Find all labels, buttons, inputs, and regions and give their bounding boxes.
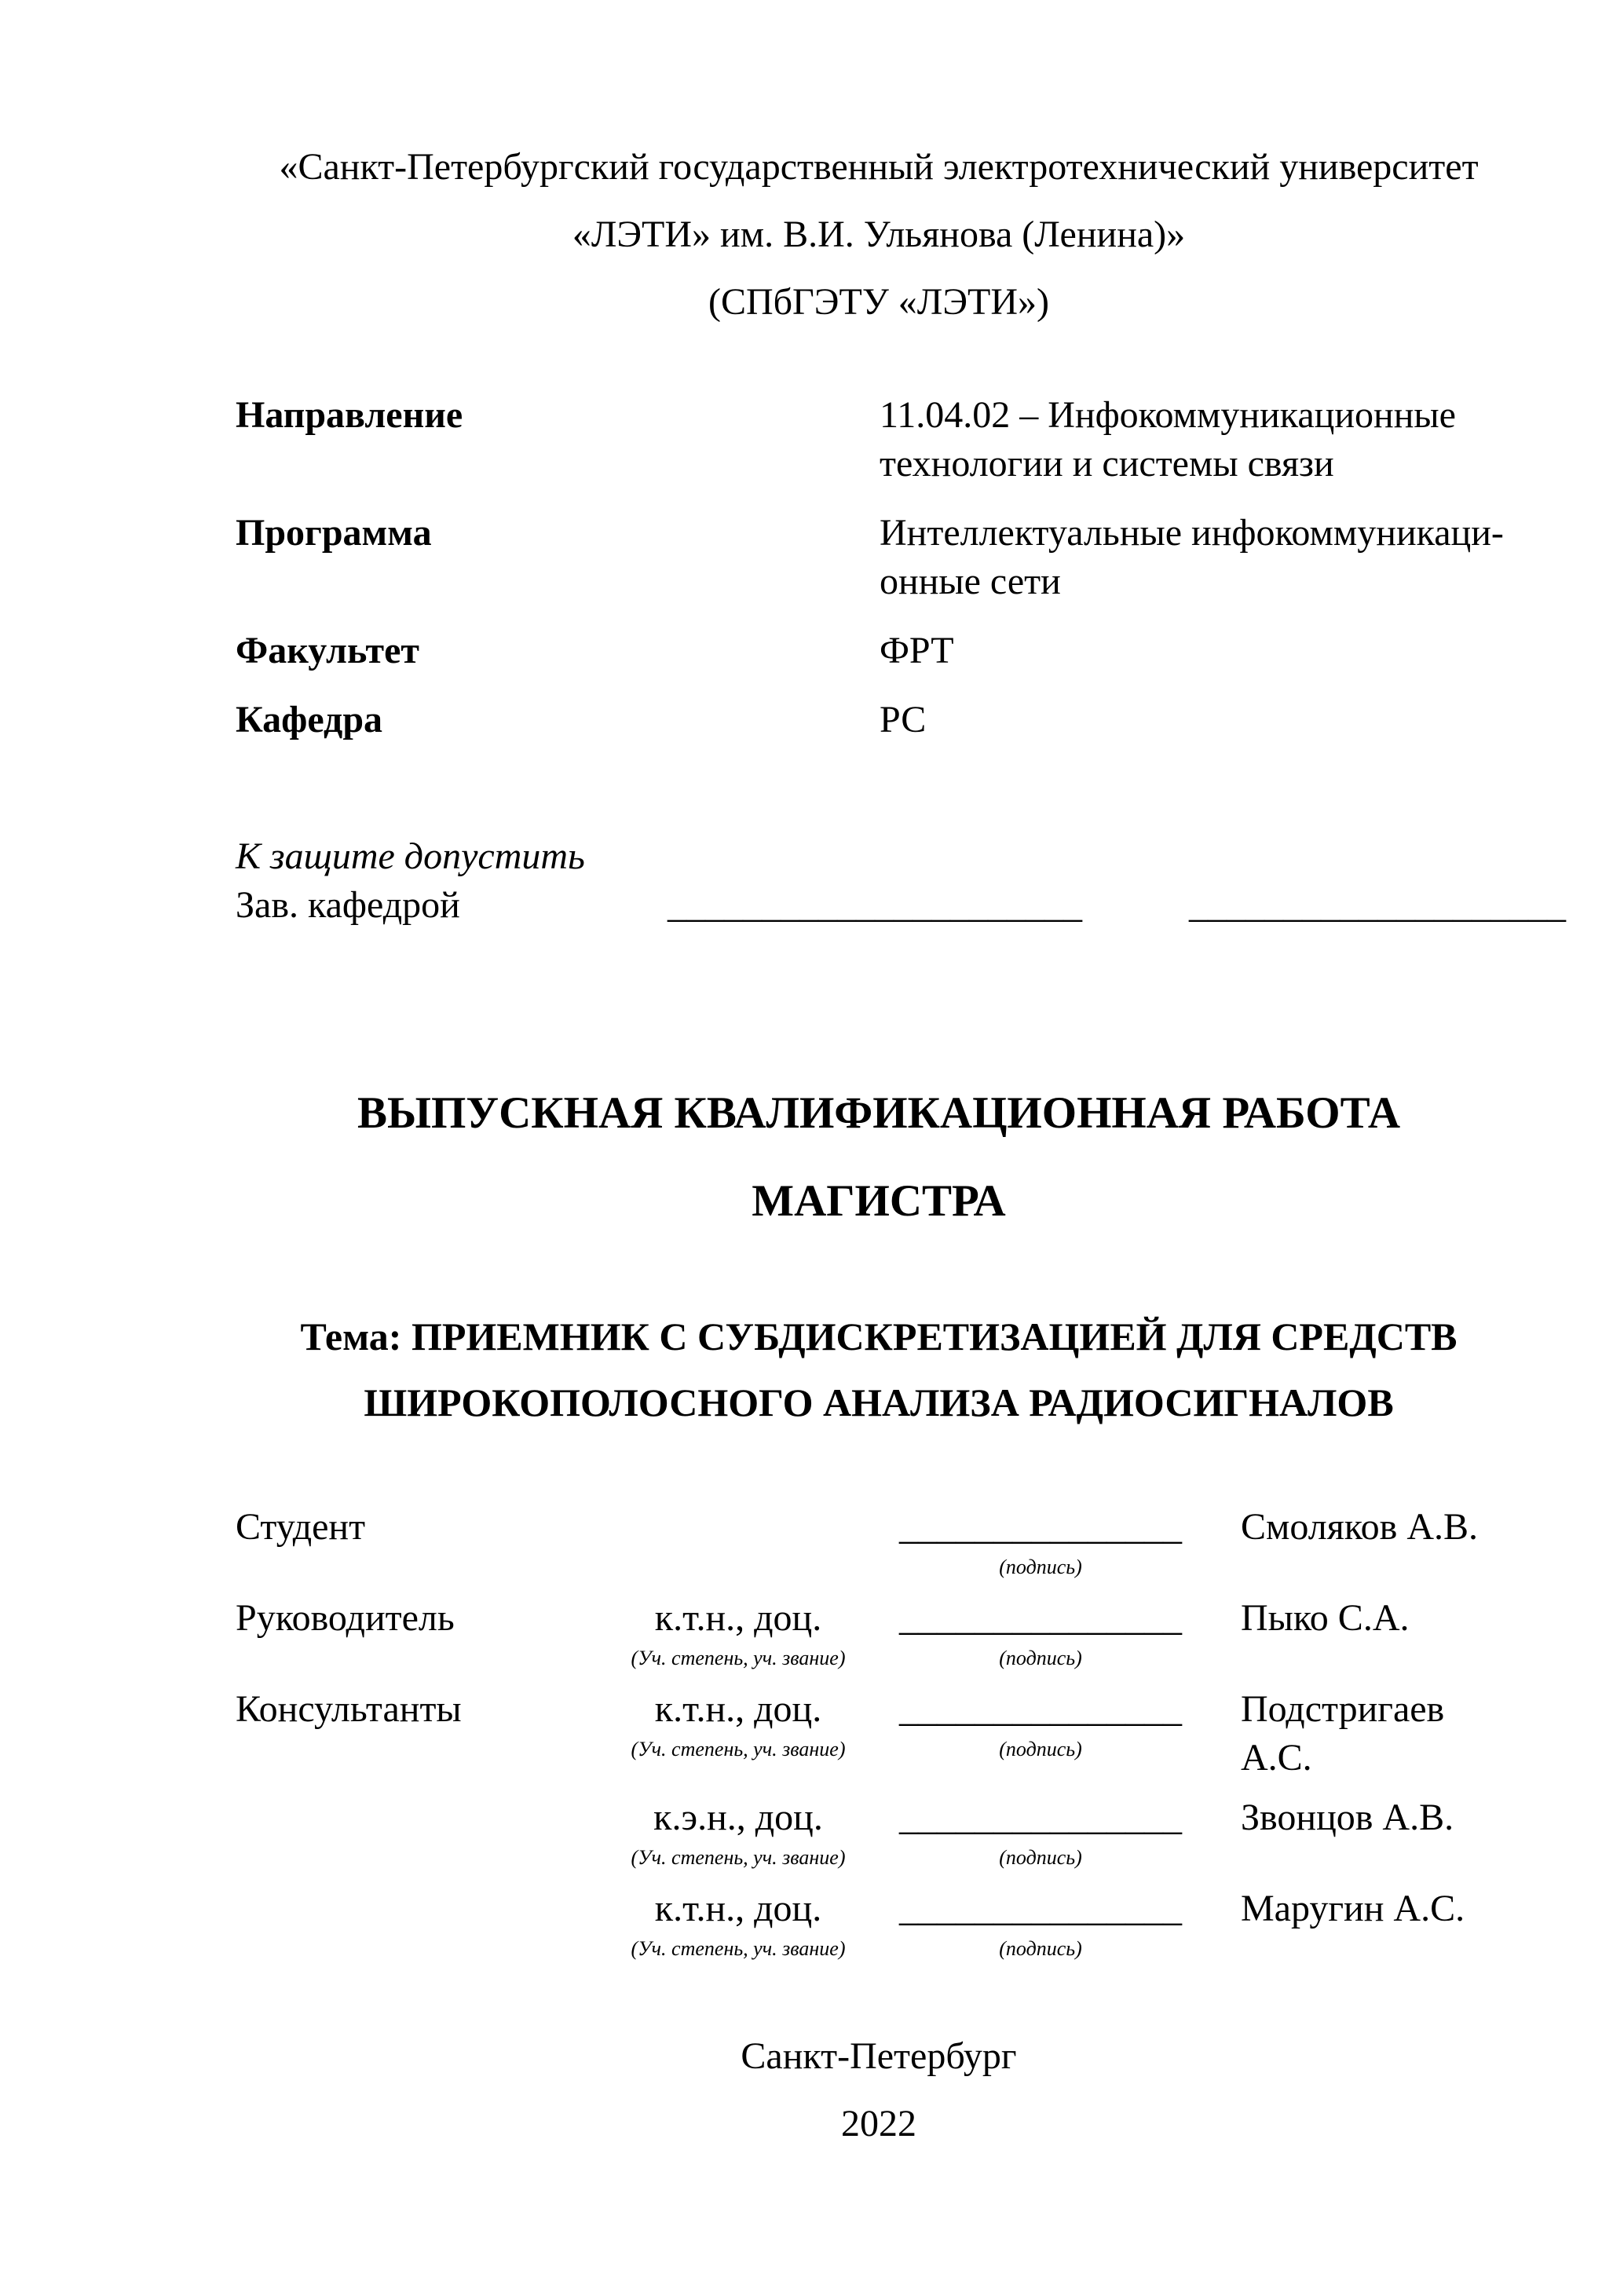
- city: Санкт-Петербург: [741, 2035, 1017, 2077]
- approval-signature-blank-1: ______________________: [668, 884, 1082, 926]
- degree-cell: [605, 1594, 872, 1674]
- signature-caption: (подпись): [999, 1937, 1082, 1960]
- degree-label: к.т.н., доц.: [654, 1888, 822, 1929]
- signature-caption: (подпись): [999, 1846, 1082, 1869]
- signature-row-consultant-1: [236, 1685, 1522, 1782]
- topic-line1: Тема: ПРИЕМНИК С СУБДИСКРЕТИЗАЦИЕЙ ДЛЯ СРЕДСТВ: [300, 1314, 1458, 1358]
- role-label: Консультанты: [236, 1688, 462, 1730]
- signatory-name: Подстригаев А.С.: [1241, 1688, 1445, 1779]
- topic-line2: ШИРОКОПОЛОСНОГО АНАЛИЗА РАДИОСИГНАЛОВ: [364, 1380, 1394, 1424]
- signature-row-consultant-3: [236, 1885, 1522, 1965]
- signature-row-student: [236, 1503, 1522, 1583]
- field-value-department-line1: РС: [880, 699, 927, 740]
- university-abbreviation: (СПбГЭТУ «ЛЭТИ»): [708, 281, 1050, 323]
- field-value-program: [880, 509, 1522, 606]
- degree-label: к.э.н., доц.: [653, 1797, 823, 1838]
- degree-cell: [605, 1885, 872, 1965]
- approval-signature-blank-2: ____________________: [1189, 884, 1566, 926]
- approval-section: [236, 832, 1566, 930]
- field-value-direction-line1: 11.04.02 – Инфокоммуникационные: [880, 394, 1456, 436]
- signature-line: _______________: [899, 1888, 1182, 1929]
- signature-line: _______________: [899, 1597, 1182, 1639]
- signature-cell: [872, 1885, 1209, 1965]
- university-name-line1: «Санкт-Петербургский государственный электротехнический университет: [279, 146, 1479, 188]
- field-value-program-line1: Интеллектуальные инфокоммуникаци-: [880, 512, 1504, 554]
- signature-cell: [872, 1793, 1209, 1874]
- degree-cell: [605, 1685, 872, 1782]
- work-title-line1: ВЫПУСКНАЯ КВАЛИФИКАЦИОННАЯ РАБОТА: [357, 1088, 1400, 1138]
- field-value-department: [880, 696, 1522, 744]
- field-label-faculty: Факультет: [236, 630, 419, 671]
- field-label-program: Программа: [236, 512, 432, 554]
- field-value-direction-line2: технологии и системы связи: [880, 443, 1334, 484]
- signature-caption: (подпись): [999, 1556, 1082, 1578]
- role-label: [236, 1885, 605, 1965]
- signature-caption: (подпись): [999, 1647, 1082, 1669]
- degree-caption: (Уч. степень, уч. звание): [631, 1937, 846, 1960]
- signature-row-consultant-2: [236, 1793, 1522, 1874]
- degree-label: к.т.н., доц.: [654, 1688, 822, 1730]
- signatory-name: Маругин А.С.: [1241, 1888, 1465, 1929]
- field-value-direction: [880, 391, 1522, 488]
- university-header: [236, 133, 1522, 336]
- degree-label: к.т.н., доц.: [654, 1597, 822, 1639]
- field-label-direction: Направление: [236, 394, 463, 436]
- field-label-department: Кафедра: [236, 699, 383, 740]
- field-value-faculty-line1: ФРТ: [880, 630, 954, 671]
- signatory-name: Смоляков А.В.: [1241, 1506, 1479, 1548]
- footer: [236, 2023, 1522, 2158]
- signature-caption: (подпись): [999, 1738, 1082, 1760]
- signatory-name: Пыко С.А.: [1241, 1597, 1410, 1639]
- role-label: Руководитель: [236, 1597, 455, 1639]
- degree-cell: [605, 1503, 872, 1583]
- work-title-line2: МАГИСТРА: [752, 1176, 1006, 1226]
- approval-row: [236, 881, 1566, 930]
- program-info-section: [236, 391, 1522, 744]
- signatory-name: Звонцов А.В.: [1241, 1797, 1454, 1838]
- signature-cell: [872, 1685, 1209, 1782]
- signature-line: _______________: [899, 1797, 1182, 1838]
- year: 2022: [841, 2103, 916, 2144]
- degree-caption: (Уч. степень, уч. звание): [631, 1846, 846, 1869]
- signature-row-supervisor: [236, 1594, 1522, 1674]
- topic-title: [236, 1303, 1522, 1435]
- field-value-program-line2: онные сети: [880, 561, 1061, 602]
- approval-role-label: Зав. кафедрой: [236, 884, 460, 926]
- approval-note: К защите допустить: [236, 835, 585, 877]
- degree-caption: (Уч. степень, уч. звание): [631, 1647, 846, 1669]
- role-label: [236, 1793, 605, 1874]
- field-value-faculty: [880, 627, 1522, 675]
- role-label: Студент: [236, 1506, 366, 1548]
- university-name-line2: «ЛЭТИ» им. В.И. Ульянова (Ленина)»: [572, 214, 1186, 255]
- signatures-section: [236, 1503, 1522, 1965]
- work-title: [236, 1069, 1522, 1245]
- signature-cell: [872, 1503, 1209, 1583]
- signature-line: _______________: [899, 1688, 1182, 1730]
- signature-line: _______________: [899, 1506, 1182, 1548]
- degree-caption: (Уч. степень, уч. звание): [631, 1738, 846, 1760]
- signature-cell: [872, 1594, 1209, 1674]
- degree-cell: [605, 1793, 872, 1874]
